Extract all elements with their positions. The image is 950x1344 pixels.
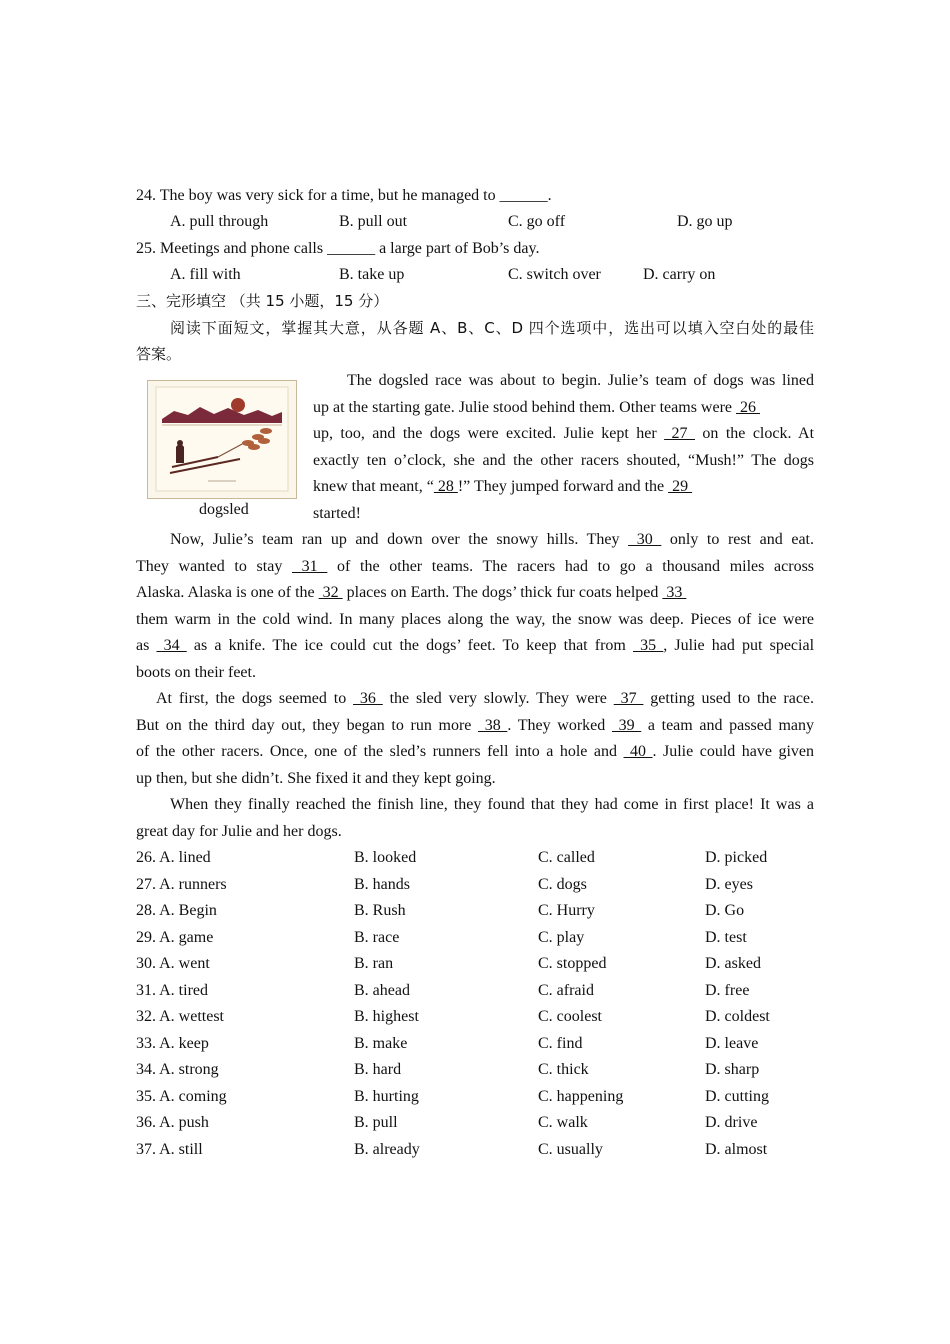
- passage-line-9: Alaska. Alaska is one of the 32 places on Earth. The dogs’ thick fur coats helped 33: [136, 584, 687, 601]
- passage-line-11: as 34 as a knife. The ice could cut the dogs’ feet. To keep that from 35 , Julie had put special: [136, 637, 815, 654]
- answer-31-c: C. afraid: [538, 982, 594, 999]
- passage-line-16: up then, but she didn’t. She fixed it and they kept going.: [136, 770, 496, 787]
- answer-32-c: C. coolest: [538, 1008, 602, 1025]
- answer-32-b: B. highest: [354, 1008, 419, 1025]
- answer-36-b: B. pull: [354, 1114, 398, 1131]
- answer-37-c: C. usually: [538, 1141, 603, 1158]
- answer-31-d: D. free: [705, 982, 750, 999]
- answer-28-c: C. Hurry: [538, 902, 595, 919]
- dogsled-drawing: [148, 381, 296, 498]
- answer-32-a: 32. A. wettest: [136, 1008, 224, 1025]
- answer-30-d: D. asked: [705, 955, 761, 972]
- answer-30-c: C. stopped: [538, 955, 607, 972]
- section-heading: 三、完形填空 （共 15 小题，15 分）: [136, 292, 389, 310]
- passage-line-15: of the other racers. Once, one of the sled’s runners fell into a hole and 40 . Julie could have given: [136, 743, 815, 760]
- answer-27-c: C. dogs: [538, 876, 587, 893]
- dogsled-illustration: [147, 380, 297, 499]
- blank-36: 36: [353, 690, 383, 707]
- answer-29-b: B. race: [354, 929, 400, 946]
- passage-line-2: up at the starting gate. Julie stood behind them. Other teams were 26: [313, 399, 760, 416]
- answer-35-b: B. hurting: [354, 1088, 419, 1105]
- answer-35-c: C. happening: [538, 1088, 624, 1105]
- answer-35-d: D. cutting: [705, 1088, 769, 1105]
- q24-option-d: D. go up: [677, 213, 733, 230]
- passage-line-17: When they finally reached the finish line, they found that they had come in first place! It was a: [170, 796, 814, 813]
- answer-34-d: D. sharp: [705, 1061, 760, 1078]
- passage-line-12: boots on their feet.: [136, 664, 256, 681]
- blank-35: 35: [633, 637, 664, 654]
- passage-line-1: The dogsled race was about to begin. Julie’s team of dogs was lined: [347, 372, 814, 389]
- passage-line-7: Now, Julie’s team ran up and down over the snowy hills. They 30 only to rest and eat.: [170, 531, 815, 548]
- answer-26-c: C. called: [538, 849, 595, 866]
- answer-37-d: D. almost: [705, 1141, 768, 1158]
- answer-34-a: 34. A. strong: [136, 1061, 219, 1078]
- answer-26-d: D. picked: [705, 849, 768, 866]
- answer-27-a: 27. A. runners: [136, 876, 227, 893]
- answer-31-b: B. ahead: [354, 982, 410, 999]
- answer-32-d: D. coldest: [705, 1008, 770, 1025]
- passage-line-8: They wanted to stay 31 of the other teams. The racers had to go a thousand miles across: [136, 558, 815, 575]
- question-25-stem: 25. Meetings and phone calls ______ a large part of Bob’s day.: [136, 240, 540, 257]
- answer-28-b: B. Rush: [354, 902, 406, 919]
- answer-33-d: D. leave: [705, 1035, 759, 1052]
- blank-27: 27: [664, 425, 695, 442]
- passage-line-13: At first, the dogs seemed to 36 the sled very slowly. They were 37 getting used to the race.: [156, 690, 815, 707]
- passage-line-10: them warm in the cold wind. In many places along the way, the snow was deep. Pieces of ice were: [136, 611, 814, 628]
- blank-37: 37: [613, 690, 644, 707]
- answer-28-d: D. Go: [705, 902, 745, 919]
- blank-40: 40: [623, 743, 653, 760]
- answer-26-a: 26. A. lined: [136, 849, 211, 866]
- answer-33-a: 33. A. keep: [136, 1035, 209, 1052]
- passage-line-6: started!: [313, 505, 361, 522]
- q24-option-c: C. go off: [508, 213, 566, 230]
- q25-option-c: C. switch over: [508, 266, 601, 283]
- blank-28: 28: [433, 478, 458, 495]
- passage-line-4: exactly ten o’clock, she and the other racers shouted, “Mush!” The dogs: [313, 452, 814, 469]
- answer-35-a: 35. A. coming: [136, 1088, 227, 1105]
- answer-30-a: 30. A. went: [136, 955, 210, 972]
- passage-line-3: up, too, and the dogs were excited. Julie kept her 27 on the clock. At: [313, 425, 815, 442]
- q24-option-a: A. pull through: [170, 213, 269, 230]
- blank-32: 32: [318, 584, 343, 601]
- answer-37-b: B. already: [354, 1141, 420, 1158]
- answer-34-b: B. hard: [354, 1061, 402, 1078]
- answer-29-c: C. play: [538, 929, 585, 946]
- q25-option-a: A. fill with: [170, 266, 241, 283]
- answer-27-d: D. eyes: [705, 876, 753, 893]
- blank-38: 38: [478, 717, 508, 734]
- answer-26-b: B. looked: [354, 849, 417, 866]
- answer-36-a: 36. A. push: [136, 1114, 209, 1131]
- blank-29: 29: [668, 478, 693, 495]
- section-instruction-cont: 答案。: [136, 345, 182, 363]
- answer-36-c: C. walk: [538, 1114, 588, 1131]
- answer-28-a: 28. A. Begin: [136, 902, 217, 919]
- blank-39: 39: [611, 717, 642, 734]
- answer-33-b: B. make: [354, 1035, 408, 1052]
- passage-line-14: But on the third day out, they began to run more 38 . They worked 39 a team and passed many: [136, 717, 814, 734]
- figure-caption: dogsled: [199, 501, 249, 518]
- answer-37-a: 37. A. still: [136, 1141, 203, 1158]
- answer-27-b: B. hands: [354, 876, 410, 893]
- blank-34: 34: [156, 637, 187, 654]
- answer-36-d: D. drive: [705, 1114, 758, 1131]
- question-24-stem: 24. The boy was very sick for a time, but he managed to ______.: [136, 187, 552, 204]
- answer-29-a: 29. A. game: [136, 929, 214, 946]
- blank-31: 31: [292, 558, 328, 575]
- blank-33: 33: [662, 584, 687, 601]
- passage-line-5: knew that meant, “ 28 !” They jumped forward and the 29: [313, 478, 693, 495]
- q25-option-b: B. take up: [339, 266, 405, 283]
- section-instruction: 阅读下面短文，掌握其大意，从各题 A、B、C、D 四个选项中，选出可以填入空白处的最佳: [170, 319, 814, 337]
- passage-line-18: great day for Julie and her dogs.: [136, 823, 342, 840]
- answer-34-c: C. thick: [538, 1061, 589, 1078]
- blank-26: 26: [736, 399, 760, 416]
- answer-30-b: B. ran: [354, 955, 394, 972]
- answer-29-d: D. test: [705, 929, 747, 946]
- q24-option-b: B. pull out: [339, 213, 408, 230]
- answer-33-c: C. find: [538, 1035, 583, 1052]
- blank-30: 30: [628, 531, 662, 548]
- q25-option-d: D. carry on: [643, 266, 716, 283]
- answer-31-a: 31. A. tired: [136, 982, 208, 999]
